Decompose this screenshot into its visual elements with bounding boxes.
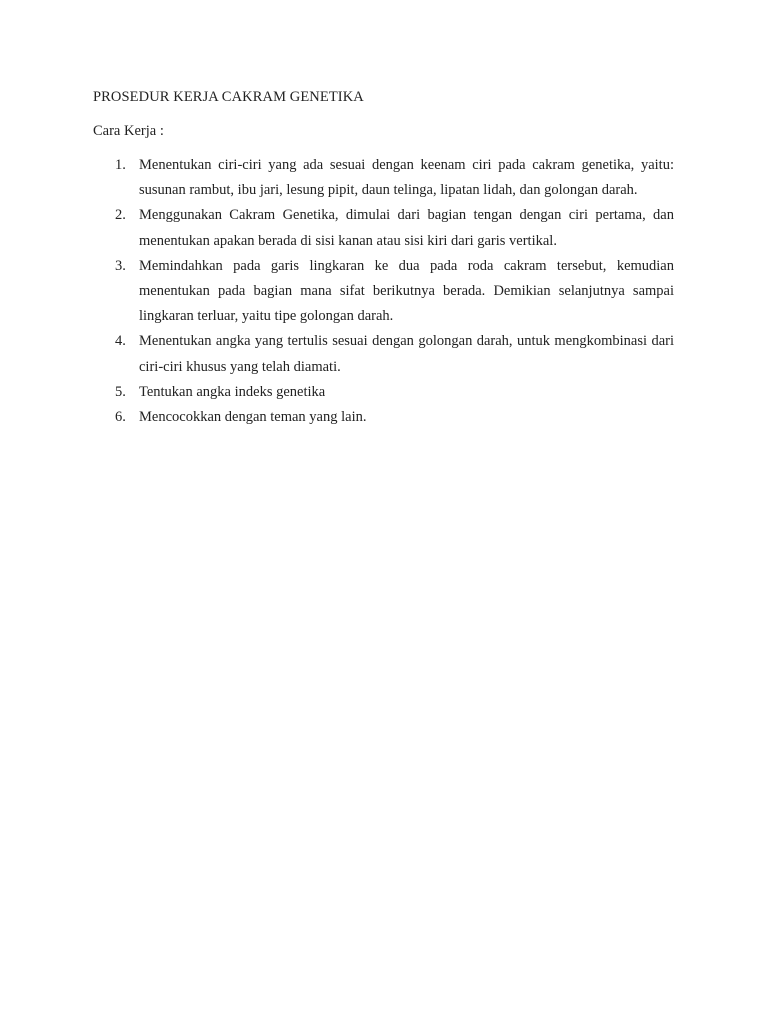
section-label: Cara Kerja : <box>93 123 164 139</box>
procedure-steps-list <box>93 153 674 430</box>
step-number: 6. <box>115 409 126 426</box>
step-number: 3. <box>115 257 126 274</box>
step-number: 5. <box>115 383 126 400</box>
step-text: Mencocokkan dengan teman yang lain. <box>139 409 367 426</box>
step-number: 1. <box>115 157 126 173</box>
procedure-step-4 <box>93 329 674 379</box>
step-text: Memindahkan pada garis lingkaran ke dua pada roda cakram tersebut, kemudian menentukan pada bagian mana sifat berikutnya berada. Demikian selanjutnya sampai lingkaran terluar, yaitu tipe golongan darah. <box>139 257 674 325</box>
procedure-step-2 <box>93 203 674 253</box>
step-text: Menggunakan Cakram Genetika, dimulai dari bagian tengan dengan ciri pertama, dan menentukan apakan berada di sisi kanan atau sisi kiri dari garis vertikal. <box>139 207 674 249</box>
step-number: 4. <box>115 333 126 350</box>
step-number: 2. <box>115 207 126 224</box>
procedure-step-6 <box>93 405 674 430</box>
document-title: PROSEDUR KERJA CAKRAM GENETIKA <box>93 89 364 105</box>
step-text: Menentukan angka yang tertulis sesuai dengan golongan darah, untuk mengkombinasi dari ciri-ciri khusus yang telah diamati. <box>139 333 674 375</box>
step-text: Tentukan angka indeks genetika <box>139 383 326 400</box>
document-page <box>93 84 674 430</box>
procedure-step-1 <box>93 153 674 203</box>
procedure-step-3 <box>93 254 674 330</box>
procedure-step-5 <box>93 380 674 405</box>
step-text: Menentukan ciri-ciri yang ada sesuai dengan keenam ciri pada cakram genetika, yaitu: susunan rambut, ibu jari, lesung pipit, daun telinga, lipatan lidah, dan golongan darah. <box>139 157 674 199</box>
